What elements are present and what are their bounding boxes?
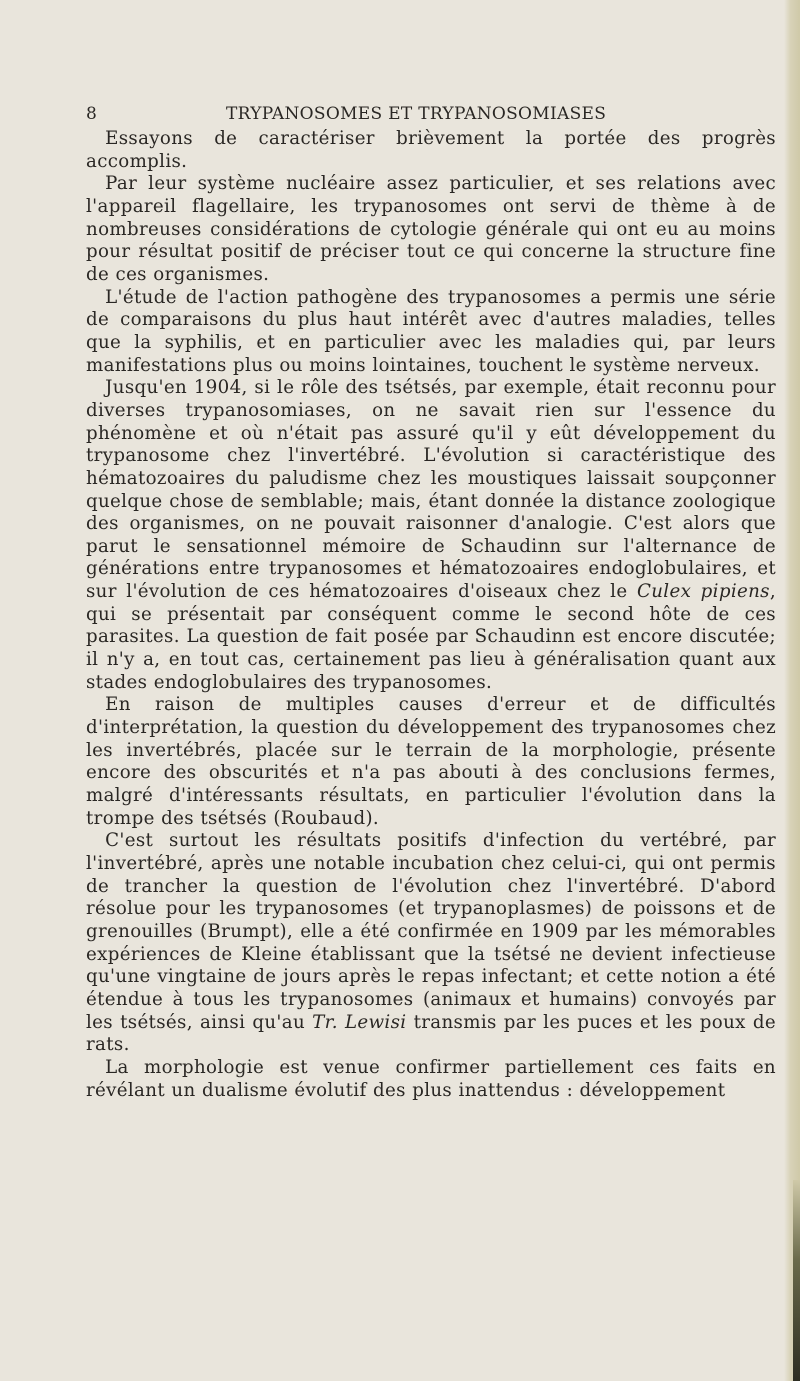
page-number: 8 xyxy=(86,104,98,124)
body-text xyxy=(86,128,776,1102)
paragraph-3: L'étude de l'action pathogène des trypanosomes a permis une série de comparaisons du plus haut intérêt avec d'autres maladies, telles que la syphilis, et en particulier avec les maladies qui, par leurs manifestations plus ou moins lointaines, touchent le système nerveux. xyxy=(86,286,776,376)
paragraph-2: Par leur système nucléaire assez particulier, et ses relations avec l'appareil flagellaire, les trypanosomes ont servi de thème à de nombreuses considérations de cytologie générale qui ont eu au moins pour résultat positif de préciser tout ce qui concerne la structure fine de ces organismes. xyxy=(86,173,776,285)
paragraph-6 xyxy=(86,830,776,1057)
paragraph-1: Essayons de caractériser brièvement la portée des progrès accomplis. xyxy=(86,128,776,172)
paragraph-4-part-1: Jusqu'en 1904, si le rôle des tsétsés, par exemple, était reconnu pour diverses trypanosomiases, on ne savait rien sur l'essence du phénomène et où n'était pas assuré qu'il y eût développement du trypanosome chez l'invertébré. L'évolution si caractéristique des hématozoaires du paludisme chez les moustiques laissait soupçonner quelque chose de semblable; mais, étant donnée la distance zoologique des organismes, on ne pouvait raisonner d'analogie. C'est alors que parut le sensationnel mémoire de Schaudinn sur l'alternance de générations entre trypanosomes et hématozoaires endoglobulaires, et sur l'évolution de ces hématozoaires d'oiseaux chez le xyxy=(86,377,776,603)
paragraph-4 xyxy=(86,377,776,694)
paragraph-6-part-2: transmis par les puces et les poux de rats. xyxy=(86,1011,776,1056)
culex-pipiens-italic: Culex pipiens xyxy=(636,581,770,603)
running-title: TRYPANOSOMES ET TRYPANOSOMIASES xyxy=(226,104,607,124)
page-edge-shadow xyxy=(784,0,800,1381)
paragraph-7: La morphologie est venue confirmer partiellement ces faits en révélant un dualisme évolutif des plus inattendus : développement xyxy=(86,1056,776,1101)
binding-edge xyxy=(793,1180,800,1381)
paragraph-6-part-1: C'est surtout les résultats positifs d'infection du vertébré, par l'invertébré, après une notable incubation chez celui-ci, qui ont permis de trancher la question de l'évolution chez l'invertébré. D'abord résolue pour les trypanosomes (et trypanoplasmes) de poissons et de grenouilles (Brumpt), elle a été confirmée en 1909 par les mémorables expériences de Kleine établissant que la tsétsé ne devient infectieuse qu'une vingtaine de jours après le repas infectant; et cette notion a été étendue à tous les trypanosomes (animaux et humains) convoyés par les tsétsés, ainsi qu'au xyxy=(86,830,776,1033)
tr-lewisi-italic: Tr. Lewisi xyxy=(312,1011,407,1033)
paragraph-4-part-2: , qui se présentait par conséquent comme le second hôte de ces parasites. La question de fait posée par Schaudinn est encore discutée; il n'y a, en tout cas, certainement pas lieu à généralisation quant aux stades endoglobulaires des trypanosomes. xyxy=(86,581,777,693)
page-header xyxy=(68,104,778,128)
paragraph-5: En raison de multiples causes d'erreur et de difficultés d'interprétation, la question du développement des trypanosomes chez les invertébrés, placée sur le terrain de la morphologie, présente encore des obscurités et n'a pas abouti à des conclusions fermes, malgré d'intéressants résultats, en particulier l'évolution dans la trompe des tsétsés (Roubaud). xyxy=(86,694,776,829)
